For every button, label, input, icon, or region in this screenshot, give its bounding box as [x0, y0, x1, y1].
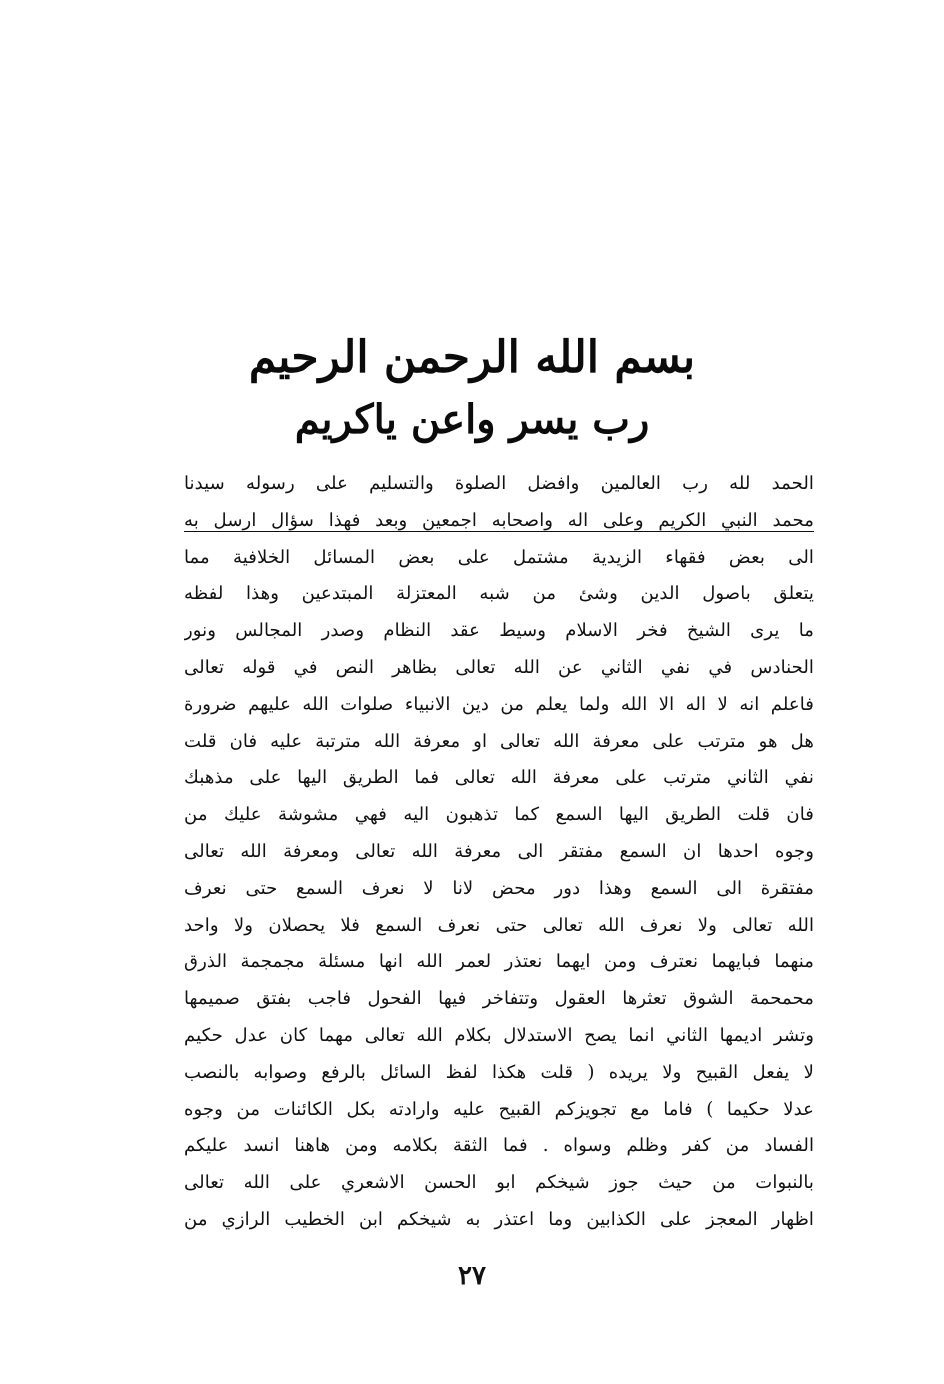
invocation-heading: رب يسر واعن ياكريم: [294, 396, 650, 443]
text-line: محمحمة الشوق تعثرها العقول وتتفاخر فيها الفحول فاجب بفتق صميمها: [184, 988, 814, 1010]
text-line: لا يفعل القبيح ولا يريده ( قلت هكذا لفظ السائل بالرفع وصوابه بالنصب: [184, 1061, 814, 1083]
text-line: الفساد من كفر وظلم وسواه . فما الثقة بكلامه ومن هاهنا انسد عليكم: [184, 1135, 814, 1157]
text-line: الله تعالى ولا نعرف الله تعالى حتى نعرف السمع فلا يحصلان ولا واحد: [184, 914, 814, 936]
page-number: ٢٧: [458, 1261, 486, 1291]
text-line: الحنادس في نفي الثاني عن الله تعالى بظاهر النص في قوله تعالى: [184, 656, 814, 678]
text-line: يتعلق باصول الدين وشئ من شبه المعتزلة المبتدعين وهذا لفظه: [184, 583, 814, 605]
text-line: نفي الثاني مترتب على معرفة الله تعالى فما الطريق اليها على مذهبك: [184, 767, 814, 789]
text-line: فان قلت الطريق اليها السمع كما تذهبون اليه فهي مشوشة عليك من: [184, 804, 814, 826]
text-line: الحمد لله رب العالمين وافضل الصلوة والتسليم على رسوله سيدنا: [184, 473, 814, 494]
body-text: [184, 466, 814, 1239]
text-line: منهما فبايهما نعترف ومن ايهما نعتذر لعمر الله انها مسئلة مجمجمة الذرق: [184, 951, 814, 973]
text-line: محمد النبي الكريم وعلى اله واصحابه اجمعين وبعد فهذا سؤال ارسل به: [184, 509, 814, 531]
text-line: وتشر اديمها الثاني انما يصح الاستدلال بكلام الله تعالى مهما كان عدل حكيم: [184, 1024, 814, 1046]
basmala-heading: بسم الله الرحمن الرحيم: [248, 332, 696, 383]
text-line: الى بعض فقهاء الزيدية مشتمل على بعض المسائل الخلافية مما: [184, 546, 814, 568]
text-line: هل هو مترتب على معرفة الله تعالى او معرفة الله مترتبة عليه فان قلت: [184, 730, 814, 752]
text-line: بالنبوات من حيث جوز شيخكم ابو الحسن الاشعري على الله تعالى: [184, 1172, 814, 1194]
text-line: ما يرى الشيخ فخر الاسلام وسيط عقد النظام وصدر المجالس ونور: [184, 620, 814, 642]
text-line: عدلا حكيما ) فاما مع تجويزكم القبيح عليه وارادته بكل الكائنات من وجوه: [184, 1098, 814, 1120]
text-line: فاعلم انه لا اله الا الله ولما يعلم من دين الانبياء صلوات الله عليهم ضرورة: [184, 693, 814, 715]
text-line: اظهار المعجز على الكذابين وما اعتذر به شيخكم ابن الخطيب الرازي من: [184, 1208, 814, 1230]
text-line: وجوه احدها ان السمع مفتقر الى معرفة الله تعالى ومعرفة الله تعالى: [184, 840, 814, 862]
text-line: مفتقرة الى السمع وهذا دور محض لانا لا نعرف السمع حتى نعرف: [184, 877, 814, 899]
